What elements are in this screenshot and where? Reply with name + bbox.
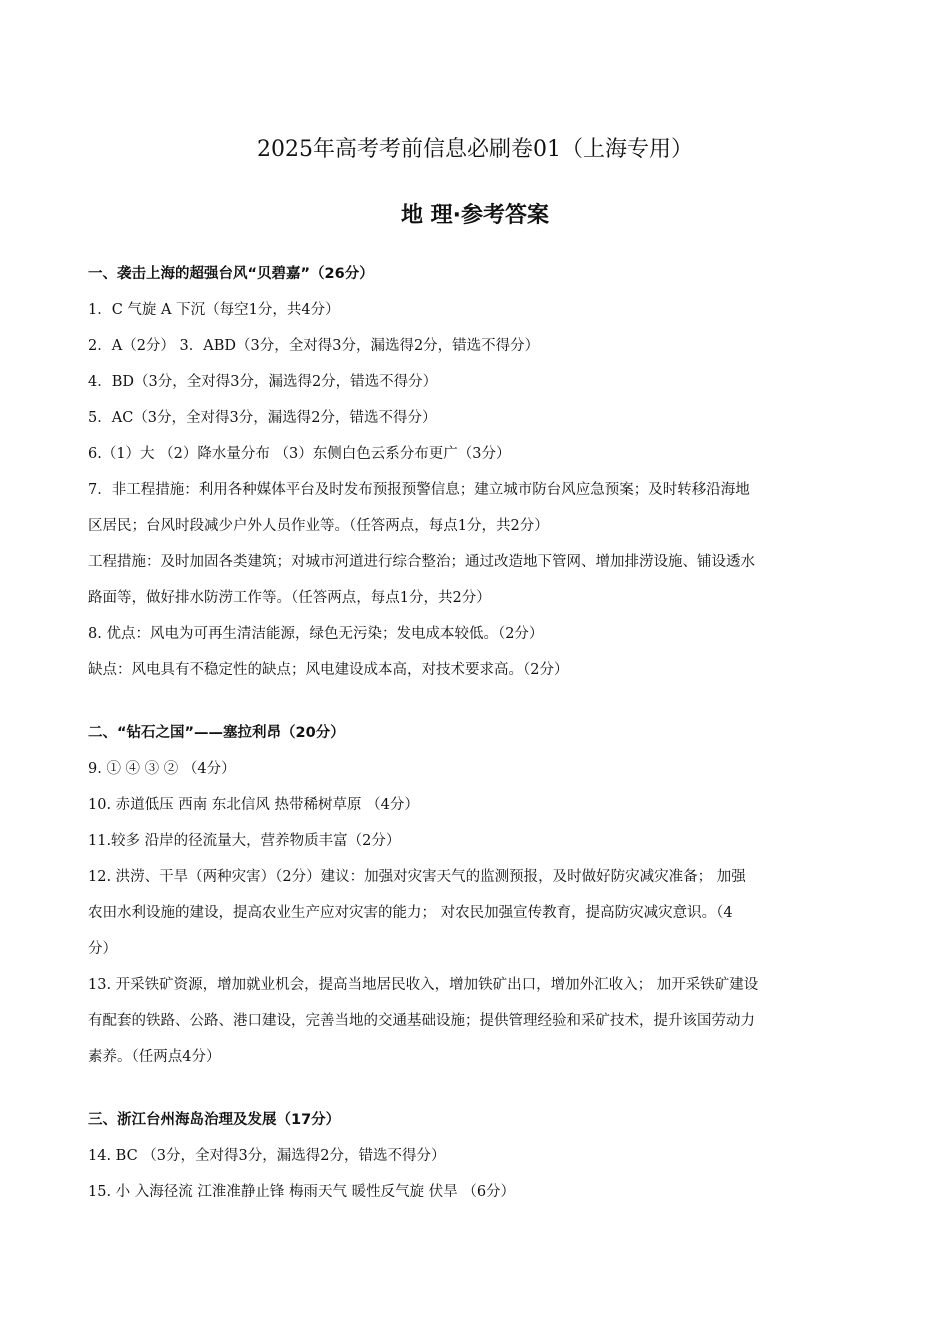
answer-line: 5．AC（3分，全对得3分，漏选得2分，错选不得分） xyxy=(88,410,437,426)
answer-line: 15. 小 入海径流 江淮准静止锋 梅雨天气 暖性反气旋 伏旱 （6分） xyxy=(88,1184,516,1200)
answer-line: 12. 洪涝、干旱（两种灾害）（2分）建议：加强对灾害天气的监测预报，及时做好防灾减灾准备； 加强 xyxy=(88,869,746,885)
answer-line: 10. 赤道低压 西南 东北信风 热带稀树草原 （4分） xyxy=(88,797,419,813)
answer-line: 9. ① ④ ③ ② （4分） xyxy=(88,761,236,777)
section-3 xyxy=(88,1102,860,1210)
answer-line: 有配套的铁路、公路、港口建设，完善当地的交通基础设施；提供管理经验和采矿技术，提升该国劳动力 xyxy=(88,1013,755,1029)
answer-line: 区居民；台风时段减少户外人员作业等。（任答两点，每点1分，共2分） xyxy=(88,518,549,534)
answer-line: 6.（1）大 （2）降水量分布 （3）东侧白色云系分布更广（3分） xyxy=(88,446,511,462)
section-spacer xyxy=(88,1075,860,1102)
answer-line: 7．非工程措施：利用各种媒体平台及时发布预报预警信息；建立城市防台风应急预案；及时转移沿海地 xyxy=(88,482,750,498)
answer-line: 1．C 气旋 A 下沉（每空1分，共4分） xyxy=(88,302,340,318)
answer-line: 缺点：风电具有不稳定性的缺点；风电建设成本高，对技术要求高。（2分） xyxy=(88,662,569,678)
answer-line: 8. 优点：风电为可再生清洁能源，绿色无污染；发电成本较低。（2分） xyxy=(88,626,544,642)
answer-line: 分） xyxy=(88,941,117,957)
section-spacer xyxy=(88,688,860,715)
document-title: 2025年高考考前信息必刷卷01（上海专用） xyxy=(257,137,693,162)
section-heading: 三、浙江台州海岛治理及发展（17分） xyxy=(88,1112,341,1128)
section-2 xyxy=(88,715,860,1075)
document-subtitle: 地 理·参考答案 xyxy=(400,203,550,228)
answer-line: 农田水利设施的建设，提高农业生产应对灾害的能力； 对农民加强宣传教育，提高防灾减灾意识。（4 xyxy=(88,905,733,921)
section-1 xyxy=(88,256,860,688)
answer-line: 路面等，做好排水防涝工作等。（任答两点，每点1分，共2分） xyxy=(88,590,491,606)
answer-line: 4．BD（3分，全对得3分，漏选得2分，错选不得分） xyxy=(88,374,438,390)
answer-line: 14. BC （3分，全对得3分，漏选得2分，错选不得分） xyxy=(88,1148,446,1164)
answer-line: 11.较多 沿岸的径流量大，营养物质丰富（2分） xyxy=(88,833,401,849)
answer-line: 素养。（任两点4分） xyxy=(88,1049,221,1065)
section-heading: 二、“钻石之国”——塞拉利昂（20分） xyxy=(88,725,345,741)
answer-content xyxy=(88,256,860,1210)
answer-line: 13. 开采铁矿资源，增加就业机会，提高当地居民收入，增加铁矿出口，增加外汇收入； 加开采铁矿建设 xyxy=(88,977,759,993)
answer-line: 2．A（2分） 3．ABD（3分，全对得3分，漏选得2分，错选不得分） xyxy=(88,338,540,354)
section-heading: 一、袭击上海的超强台风“贝碧嘉”（26分） xyxy=(88,266,374,282)
answer-line: 工程措施：及时加固各类建筑；对城市河道进行综合整治；通过改造地下管网、增加排涝设施、铺设透水 xyxy=(88,554,755,570)
